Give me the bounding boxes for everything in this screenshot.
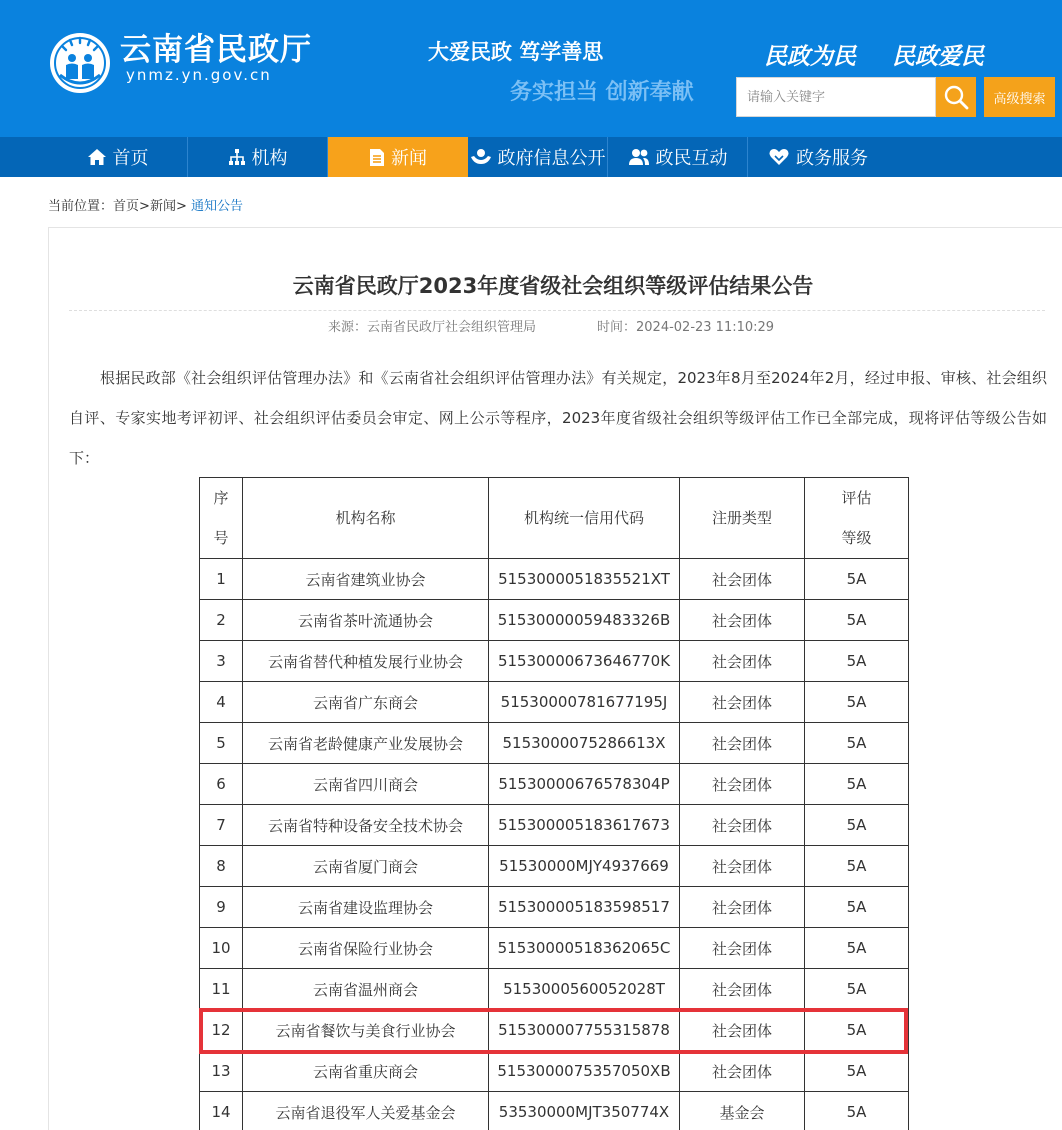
nav-label: 政民互动 [655, 148, 728, 169]
cell-code: 51530000518362065C [489, 928, 680, 969]
cell-type: 社会团体 [680, 805, 805, 846]
cell-index: 1 [200, 559, 243, 600]
cell-name: 云南省建设监理协会 [243, 887, 489, 928]
cell-grade: 5A [805, 805, 909, 846]
cell-name: 云南省温州商会 [243, 969, 489, 1010]
cell-type: 社会团体 [680, 559, 805, 600]
cell-code: 51530000673646770K [489, 641, 680, 682]
cell-name: 云南省老龄健康产业发展协会 [243, 723, 489, 764]
cell-type: 社会团体 [680, 846, 805, 887]
cell-code: 51530000676578304P [489, 764, 680, 805]
cell-type: 社会团体 [680, 641, 805, 682]
handshake-icon [768, 148, 790, 166]
cell-grade: 5A [805, 723, 909, 764]
cell-index: 9 [200, 887, 243, 928]
cell-grade: 5A [805, 600, 909, 641]
cell-name: 云南省重庆商会 [243, 1051, 489, 1092]
cell-grade: 5A [805, 1051, 909, 1092]
cell-grade: 5A [805, 764, 909, 805]
cell-grade: 5A [805, 1010, 909, 1051]
cell-type: 社会团体 [680, 1010, 805, 1051]
document-icon [369, 148, 385, 167]
cell-code: 515300005183598517 [489, 887, 680, 928]
cell-grade: 5A [805, 682, 909, 723]
cell-code: 515300005183617673 [489, 805, 680, 846]
cell-name: 云南省茶叶流通协会 [243, 600, 489, 641]
article-time: 时间：2024-02-23 11:10:29 [597, 320, 775, 335]
header-index: 序 号 [200, 478, 243, 559]
cell-index: 7 [200, 805, 243, 846]
search-input[interactable] [736, 77, 936, 117]
site-header [0, 0, 1062, 137]
nav-item-home[interactable] [48, 137, 188, 177]
search-button[interactable] [936, 77, 976, 117]
cell-name: 云南省厦门商会 [243, 846, 489, 887]
table-row [200, 559, 909, 600]
nav-label: 政务服务 [796, 148, 868, 169]
breadcrumb-current[interactable]: 通知公告 [191, 199, 244, 214]
cell-code: 515300007755315878 [489, 1010, 680, 1051]
cell-type: 社会团体 [680, 1051, 805, 1092]
nav-label: 首页 [112, 148, 149, 169]
table-row [200, 928, 909, 969]
cell-index: 11 [200, 969, 243, 1010]
header-code: 机构统一信用代码 [489, 478, 680, 559]
cell-index: 14 [200, 1092, 243, 1130]
cell-code: 5153000075286613X [489, 723, 680, 764]
table-row [200, 1010, 909, 1051]
cell-type: 基金会 [680, 1092, 805, 1130]
nav-item-org[interactable] [188, 137, 328, 177]
cell-type: 社会团体 [680, 764, 805, 805]
cell-name: 云南省建筑业协会 [243, 559, 489, 600]
cell-index: 6 [200, 764, 243, 805]
cell-type: 社会团体 [680, 969, 805, 1010]
table-row [200, 723, 909, 764]
nav-item-interaction[interactable] [608, 137, 748, 177]
home-icon [87, 148, 107, 166]
table-row [200, 682, 909, 723]
site-name[interactable]: 云南省民政厅 [120, 32, 312, 68]
breadcrumb-home[interactable]: 首页 [113, 199, 140, 214]
cell-name: 云南省广东商会 [243, 682, 489, 723]
slogan-primary: 大爱民政 笃学善思 [428, 39, 604, 64]
search-icon [943, 84, 969, 110]
cell-index: 4 [200, 682, 243, 723]
cell-index: 3 [200, 641, 243, 682]
cell-type: 社会团体 [680, 887, 805, 928]
table-row [200, 1051, 909, 1092]
cell-index: 13 [200, 1051, 243, 1092]
table-row [200, 600, 909, 641]
cell-grade: 5A [805, 559, 909, 600]
article-source: 来源：云南省民政厅社会组织管理局 [328, 320, 537, 335]
breadcrumb [48, 199, 243, 215]
table-row [200, 764, 909, 805]
cell-grade: 5A [805, 641, 909, 682]
table-row [200, 846, 909, 887]
table-row [200, 805, 909, 846]
cell-grade: 5A [805, 846, 909, 887]
site-logo[interactable] [48, 31, 112, 95]
table-row [200, 887, 909, 928]
title-divider [69, 310, 1045, 311]
cell-index: 2 [200, 600, 243, 641]
cell-index: 10 [200, 928, 243, 969]
nav-label: 机构 [251, 148, 288, 169]
nav-label: 新闻 [391, 148, 427, 169]
cell-code: 5153000075357050XB [489, 1051, 680, 1092]
motto-left: 民政为民 [764, 43, 856, 70]
advanced-search-button[interactable]: 高级搜索 [984, 77, 1055, 117]
cell-index: 8 [200, 846, 243, 887]
nav-item-gov-info[interactable] [468, 137, 608, 177]
nav-item-services[interactable] [748, 137, 888, 177]
result-table [199, 477, 909, 1130]
article-paragraph: 根据民政部《社会组织评估管理办法》和《云南省社会组织评估管理办法》有关规定，2023年8月至2024年2月，经过申报、审核、社会组织自评、专家实地考评初评、社会组织评估委员会审定、网上公示等程序，2023年度省级社会组织等级评估工作已全部完成，现将评估等级公告如下： [69, 369, 1047, 467]
article-title: 云南省民政厅2023年度省级社会组织等级评估结果公告 [292, 274, 814, 298]
header-grade: 评估 等级 [805, 478, 909, 559]
motto-right: 民政爱民 [892, 43, 984, 70]
table-row [200, 969, 909, 1010]
site-domain: ynmz.yn.gov.cn [126, 66, 272, 84]
cell-code: 51530000059483326B [489, 600, 680, 641]
cell-code: 5153000560052028T [489, 969, 680, 1010]
cell-grade: 5A [805, 887, 909, 928]
cell-index: 12 [200, 1010, 243, 1051]
cell-grade: 5A [805, 969, 909, 1010]
hands-icon [470, 148, 492, 166]
slogan-secondary: 务实担当 创新奉献 [510, 79, 694, 105]
cell-type: 社会团体 [680, 682, 805, 723]
people-icon [628, 148, 650, 166]
header-type: 注册类型 [680, 478, 805, 559]
table-header-row [200, 478, 909, 559]
header-name: 机构名称 [243, 478, 489, 559]
nav-item-news[interactable] [328, 137, 468, 177]
cell-index: 5 [200, 723, 243, 764]
cell-name: 云南省替代种植发展行业协会 [243, 641, 489, 682]
cell-grade: 5A [805, 1092, 909, 1130]
cell-grade: 5A [805, 928, 909, 969]
nav-label: 政府信息公开 [497, 148, 606, 169]
breadcrumb-prefix: 当前位置： [48, 199, 114, 214]
table-row [200, 641, 909, 682]
cell-name: 云南省退役军人关爱基金会 [243, 1092, 489, 1130]
cell-type: 社会团体 [680, 600, 805, 641]
cell-type: 社会团体 [680, 723, 805, 764]
org-chart-icon [228, 148, 246, 166]
cell-code: 51530000781677195J [489, 682, 680, 723]
cell-name: 云南省餐饮与美食行业协会 [243, 1010, 489, 1051]
cell-name: 云南省保险行业协会 [243, 928, 489, 969]
cell-name: 云南省四川商会 [243, 764, 489, 805]
cell-code: 53530000MJT350774X [489, 1092, 680, 1130]
main-nav [0, 137, 1062, 177]
cell-type: 社会团体 [680, 928, 805, 969]
cell-code: 51530000MJY4937669 [489, 846, 680, 887]
breadcrumb-separator: > [175, 199, 187, 214]
cell-name: 云南省特种设备安全技术协会 [243, 805, 489, 846]
cell-code: 5153000051835521XT [489, 559, 680, 600]
breadcrumb-separator: > [139, 199, 150, 214]
table-row [200, 1092, 909, 1130]
breadcrumb-news[interactable]: 新闻 [149, 199, 176, 214]
